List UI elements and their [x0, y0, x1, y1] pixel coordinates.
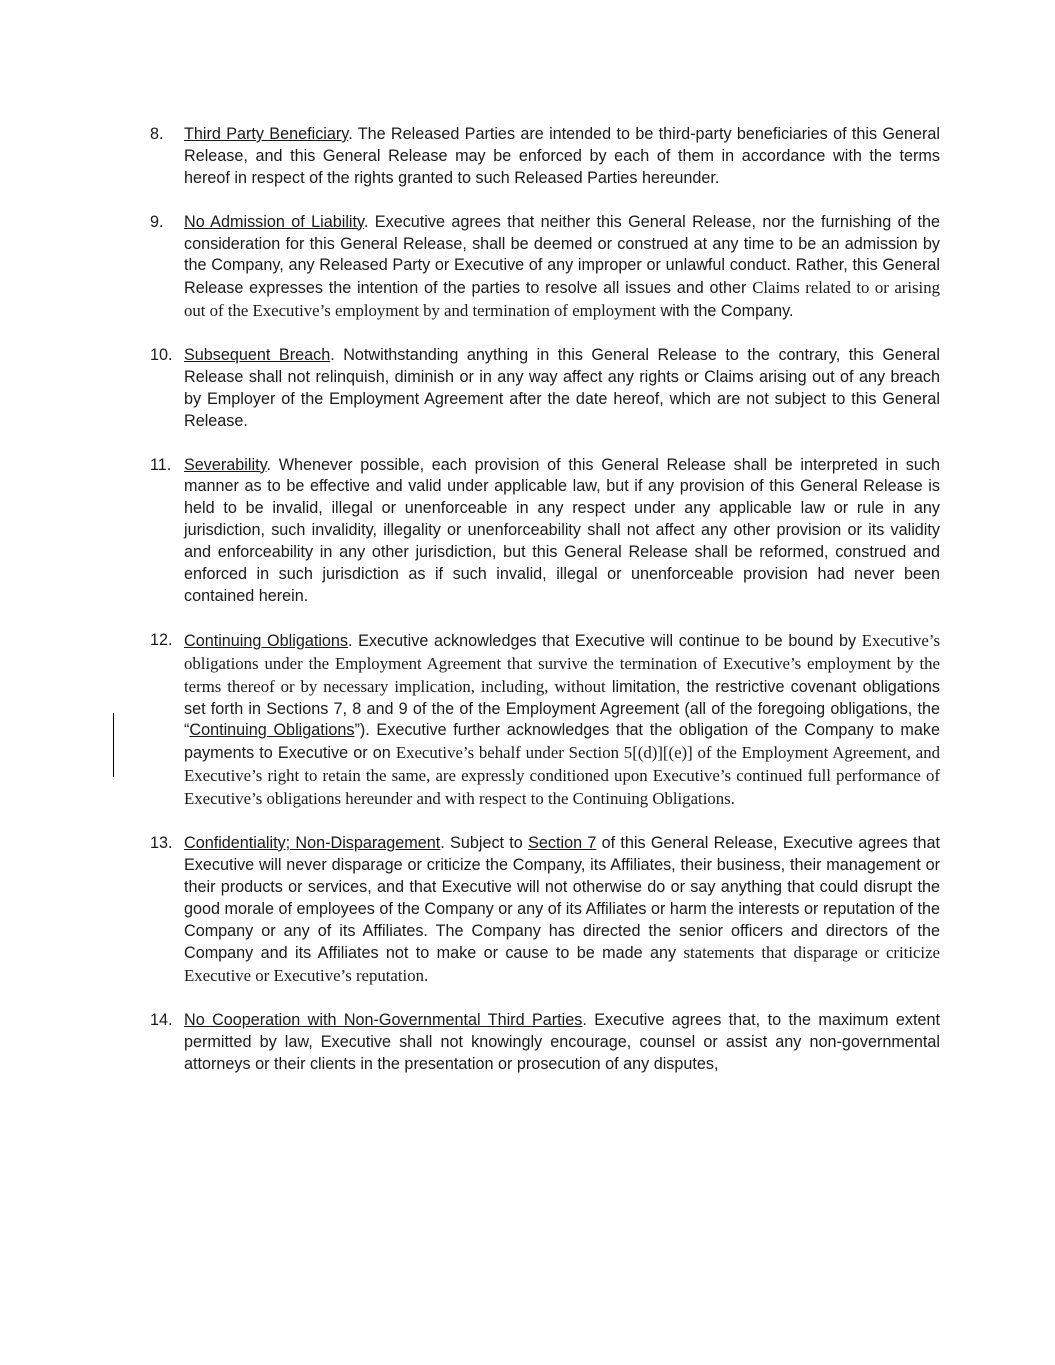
section-number: 12.	[150, 630, 173, 649]
section-number: 11.	[150, 455, 172, 474]
section-body-serif: Claims related to or arising out of the Executive’s employment by and termination of employment	[184, 278, 940, 321]
section-body: . Executive agrees that, to the maximum extent permitted by law, Executive shall not knowingly encourage, counsel or assist any non-governmental attorneys or their clients in the presentation or prosecution of any disputes,	[184, 1011, 940, 1073]
section-heading: No Admission of Liability	[184, 212, 364, 231]
section-14	[150, 1010, 940, 1076]
section-number: 10.	[150, 346, 173, 365]
section-number: 9.	[150, 212, 164, 231]
section-heading: Severability	[184, 455, 267, 474]
section-body: of this General Release, Executive agrees that Executive will never disparage or criticize the Company, its Affiliates, their business, their management or their products or services, and that Executive will not otherwise do or say anything that could disrupt the good morale of employees of the Company or any of its Affiliates or harm the interests or reputation of the Company or any of its Affiliates. The Company has directed the senior officers and directors of the Company and its Affiliates not to make or cause to be made any	[184, 833, 941, 963]
section-body-serif: statements that disparage or criticize Executive or Executive’s reputation.	[184, 943, 940, 986]
section-body: . Executive agrees that neither this General Release, nor the furnishing of the consideration for this General Release, shall be deemed or construed at any time to be an admission by the Company, any Released Party or Executive of any improper or unlawful conduct. Rather, this General Release expresses the intention of the parties to resolve all issues and other	[184, 212, 940, 298]
section-heading: Confidentiality; Non-Disparagement	[184, 833, 441, 852]
section-body-serif: Executive’s obligations under the Employment Agreement that survive the termination of Executive’s employment by the terms thereof or by necessary implication, including, without	[184, 630, 940, 696]
defined-term: Continuing Obligations	[189, 721, 355, 740]
section-body: . Whenever possible, each provision of this General Release shall be interpreted in such manner as to be effective and valid under applicable law, but if any provision of this General Release is held to be invalid, illegal or unenforceable in any respect under any applicable law or rule in any jurisdiction, such invalidity, illegality or unenforceability shall not affect any other provision or its validity and enforceability in any other jurisdiction, but this General Release shall be reformed, construed and enforced in such jurisdiction as if such invalid, illegal or unenforceable provision had never been contained herein.	[184, 455, 940, 605]
section-body: . The Released Parties are intended to be third-party beneficiaries of this General Release, and this General Release may be enforced by each of them in accordance with the terms hereof in respect of the rights granted to such Released Parties hereunder.	[184, 125, 940, 187]
section-number: 8.	[150, 125, 164, 143]
section-body: with the Company.	[656, 302, 794, 321]
section-heading: Subsequent Breach	[184, 346, 331, 365]
section-body-serif: Executive’s behalf under Section 5[(d)][(e)] of the Employment Agreement, and Executive’s right to retain the same, are expressly conditioned upon Executive’s continued full performance of Executive’s obligations hereunder and with respect to the Continuing Obligations.	[184, 743, 940, 809]
section-heading: Third Party Beneficiary	[184, 125, 349, 143]
section-number: 14.	[150, 1011, 173, 1030]
section-12	[150, 630, 940, 811]
revision-change-bar	[113, 713, 114, 777]
section-heading: Continuing Obligations	[184, 631, 349, 650]
section-13	[150, 833, 940, 988]
sections-list	[150, 124, 940, 1098]
section-10	[150, 345, 940, 433]
section-reference: Section 7	[528, 833, 597, 852]
section-heading: No Cooperation with Non-Governmental Third Parties	[184, 1011, 583, 1030]
section-body: ”). Executive further acknowledges that the obligation of the Company to make payments to Executive or on	[184, 721, 940, 763]
section-number: 13.	[150, 833, 173, 852]
section-11	[150, 455, 940, 608]
section-body: limitation, the restrictive covenant obligations set forth in Sections 7, 8 and 9 of the of the Employment Agreement (all of the foregoing obligations, the “	[184, 677, 940, 740]
section-body: . Executive acknowledges that Executive will continue to be bound by	[348, 631, 862, 650]
section-body: . Notwithstanding anything in this General Release to the contrary, this General Release shall not relinquish, diminish or in any way affect any rights or Claims arising out of any breach by Employer of the Employment Agreement after the date hereof, which are not subject to this General Release.	[184, 346, 941, 430]
section-9	[150, 212, 940, 324]
section-8	[150, 124, 940, 190]
section-body: . Subject to	[440, 833, 529, 852]
